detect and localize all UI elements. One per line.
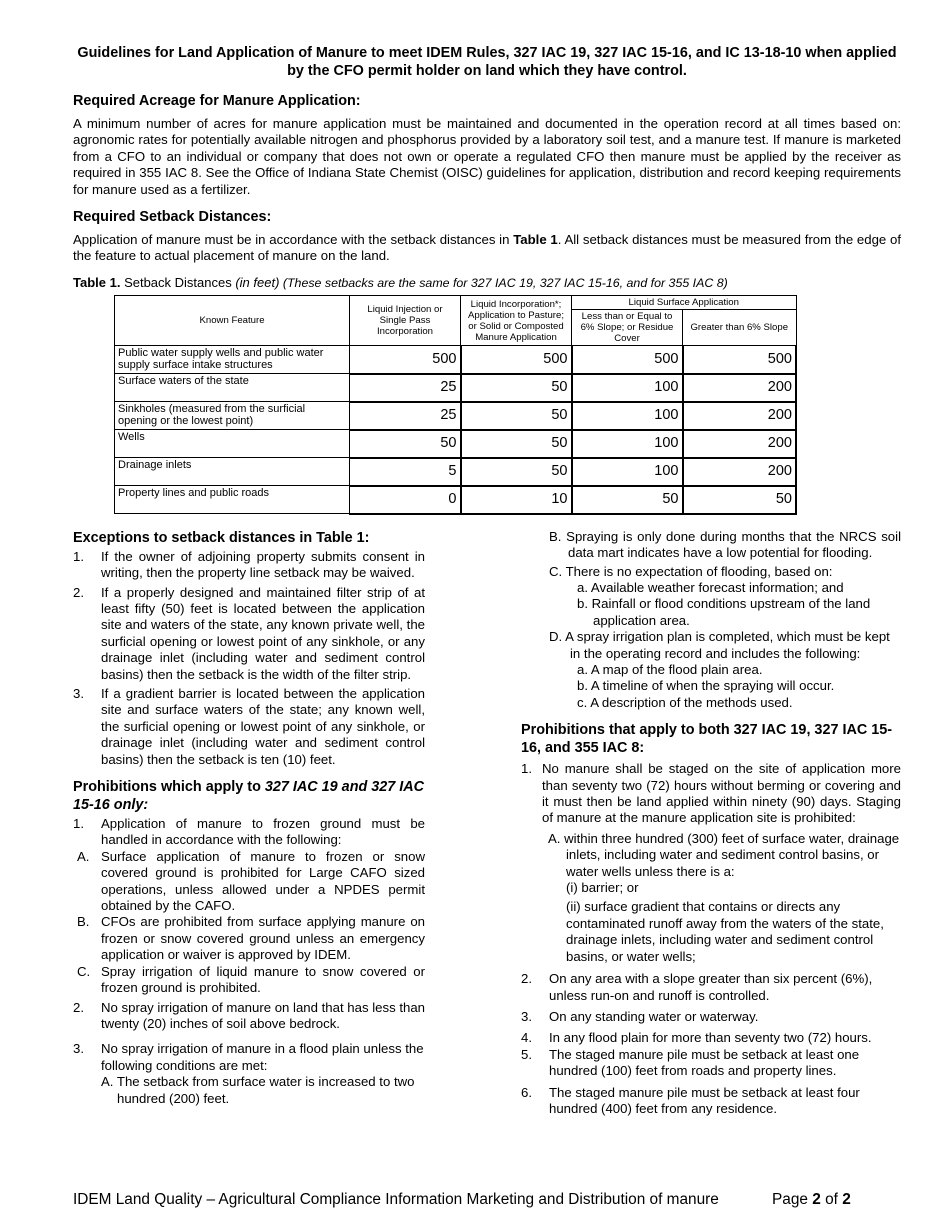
list-item: (ii) surface gradient that contains or directs any contaminated runoff away from the waters of the state, drainage inlets, including water and sediment control basins, or water wells; [566, 899, 884, 964]
right-column [521, 529, 901, 1121]
list-item: A. The setback from surface water is increased to two hundred (200) feet. [101, 1074, 415, 1106]
exceptions-heading: Exceptions to setback distances in Table 1: [73, 529, 370, 546]
list-item: 2. If a properly designed and maintained filter strip of at least fifty (50) feet is located between the application site and waters of the state, any known private well, the surficial opening or lowest point of any sinkhole, or any drainage inlet (including water and sediment control basins) then the setback is the width of the filter strip. [73, 584, 425, 682]
list-item: 4. In any flood plain for more than seventy two (72) hours. [521, 1030, 872, 1046]
list-item: b. A timeline of when the spraying will occur. [577, 678, 835, 694]
list-item: 5. The staged manure pile must be setback at least one hundred (100) feet from roads and property lines. [521, 1046, 860, 1079]
table-row: Sinkholes (measured from the surficial opening or the lowest point) 25 50 100 200 [115, 402, 797, 430]
list-item: 3. If a gradient barrier is located between the application site and surface waters of the state; any known well, the surficial opening or lowest point of any sinkhole, or drainage inlet (including water and sediment control basins) then the setback is ten (10) feet. [73, 686, 425, 767]
list-item: b. Rainfall or flood conditions upstream of the land application area. [577, 596, 871, 628]
two-column-section [73, 529, 901, 1169]
table-row: Surface waters of the state 25 50 100 200 [115, 374, 797, 402]
setback-table [114, 295, 797, 515]
list-item: A. within three hundred (300) feet of surface water, drainage inlets, including water and sediment control basins, or water wells unless there is a: [548, 830, 900, 879]
acreage-text: A minimum number of acres for manure application must be maintained and documented in the operation record at all times based on: agronomic rates for potentially available nitrogen and phosphorus provided by a laboratory soil test, and a manure test. If manure is marketed from a CFO to an individual or company that does not own or operate a regulated CFO then manure must be applied by the receiver as required in 355 IAC 8. See the Office of Indiana State Chemist (OISC) guidelines for application, distribution and record keeping requirements for manure used as a fertilizer. [73, 116, 901, 197]
table-row: Drainage inlets 5 50 100 200 [115, 458, 797, 486]
exceptions-list [73, 549, 425, 768]
header-incorporation: Liquid Incorporation*; Application to Pasture; or Solid or Composted Manure Application [461, 296, 572, 346]
list-item: B. CFOs are prohibited from surface applying manure on frozen or snow covered ground unless an emergency application or waiver is approved by IDEM. [77, 914, 425, 963]
list-item: c. A description of the methods used. [577, 694, 793, 710]
list-item: 6. The staged manure pile must be setback at least four hundred (400) feet from any residence. [521, 1084, 860, 1116]
list-item: B. Spraying is only done during months that the NRCS soil data mart indicates have a low potential for flooding. [549, 528, 901, 561]
prohibitions-both-heading: Prohibitions that apply to both 327 IAC 19, 327 IAC 15-16, and 355 IAC 8: [521, 722, 893, 757]
page-footer [73, 1191, 901, 1209]
footer-text: IDEM Land Quality – Agricultural Compliance Information Marketing and Distribution of manure [73, 1191, 719, 1208]
setback-text: Application of manure must be in accordance with the setback distances in Table 1. All setback distances must be measured from the edge of the feature to actual placement of manure on the land. [73, 232, 902, 264]
page-number: Page 2 of 2 [772, 1191, 851, 1208]
list-item: (i) barrier; or [566, 880, 639, 896]
list-item: 2. On any area with a slope greater than six percent (6%), unless run-on and runoff is controlled. [521, 971, 873, 1003]
list-item: A. Surface application of manure to frozen or snow covered ground is prohibited for Large CAFO sized operations, unless allowed under a NPDES permit obtained by the CAFO. [77, 848, 425, 914]
list-item: a. A map of the flood plain area. [577, 662, 763, 677]
list-item: 3. No spray irrigation of manure in a flood plain unless the following conditions are met: [73, 1041, 424, 1073]
list-item: 2. No spray irrigation of manure on land that has less than twenty (20) inches of soil above bedrock. [73, 999, 426, 1031]
list-item: D. A spray irrigation plan is completed, which must be kept in the operating record and includes the following: [549, 629, 890, 661]
table-row: Wells 50 50 100 200 [115, 430, 797, 458]
header-known-feature: Known Feature [115, 296, 350, 346]
setback-heading: Required Setback Distances: [73, 209, 272, 226]
acreage-heading: Required Acreage for Manure Application: [73, 93, 361, 109]
table-row: Public water supply wells and public water supply surface intake structures 500 500 500 500 [115, 346, 797, 374]
list-item: C. There is no expectation of flooding, based on: [549, 563, 833, 579]
document-title: Guidelines for Land Application of Manure to meet IDEM Rules, 327 IAC 19, 327 IAC 15-16, and IC 13-18-10 when applied by the CFO permit holder on land which they have control. [77, 45, 897, 79]
list-item: 1. Application of manure to frozen ground must be handled in accordance with the following: [73, 816, 425, 848]
header-surface-low: Less than or Equal to 6% Slope; or Residue Cover [572, 310, 683, 346]
header-surface-high: Greater than 6% Slope [683, 310, 797, 346]
list-item: C. Spray irrigation of liquid manure to snow covered or frozen ground is prohibited. [77, 963, 425, 996]
left-column [73, 529, 425, 1107]
list-item: 3. On any standing water or waterway. [521, 1008, 759, 1024]
table-caption: Table 1. Setback Distances (in feet) (These setbacks are the same for 327 IAC 19, 327 IAC 15-16, and for 355 IAC 8) [73, 274, 728, 290]
prohibitions-only-heading: Prohibitions which apply to 327 IAC 19 and 327 IAC 15-16 only: [73, 779, 425, 814]
document-page [73, 44, 901, 1169]
table-row: Property lines and public roads 0 10 50 50 [115, 486, 797, 514]
header-injection: Liquid Injection or Single Pass Incorporation [350, 296, 461, 346]
prohibitions-both-list [521, 761, 901, 827]
header-surface: Liquid Surface Application [572, 296, 797, 310]
list-item: 1. No manure shall be staged on the site of application more than seventy two (72) hours without berming or covering and it must then be land applied within ninety (90) days. Staging of manure at the manure application site is prohibited: [521, 761, 901, 826]
list-item: a. Available weather forecast information; and [577, 579, 844, 595]
list-item: 1. If the owner of adjoining property submits consent in writing, then the property line setback may be waived. [73, 548, 425, 581]
prohibitions-only-list [73, 816, 425, 849]
